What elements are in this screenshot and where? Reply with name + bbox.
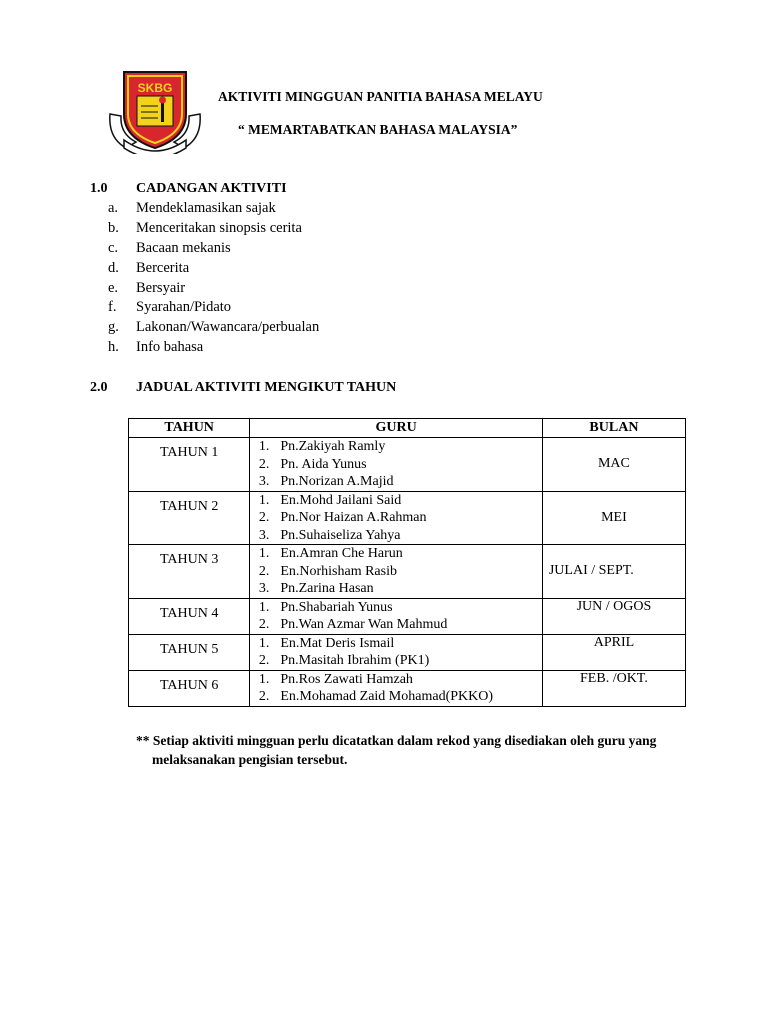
guru-item: 3. Pn.Norizan A.Majid [258, 474, 394, 489]
footnote [136, 731, 656, 769]
list-item [108, 337, 319, 357]
table-row [129, 598, 686, 634]
guru-item: 2. Pn.Masitah Ibrahim (PK1) [258, 653, 430, 668]
list-item-letter: d. [108, 259, 119, 276]
document-title: AKTIVITI MINGGUAN PANITIA BAHASA MELAYU [218, 89, 543, 104]
schedule-table [128, 418, 686, 707]
table-header-row [129, 419, 686, 438]
cell-tahun: TAHUN 4 [129, 598, 250, 634]
list-item-text: Bercerita [136, 259, 190, 276]
cell-tahun: TAHUN 3 [129, 545, 250, 599]
guru-item: 1. En.Mat Deris Ismail [258, 635, 395, 651]
cell-guru [250, 491, 543, 545]
footnote-line-1: ** Setiap aktiviti mingguan perlu dicatatkan dalam rekod yang disediakan oleh guru yang [136, 733, 657, 748]
cell-guru [250, 438, 543, 492]
activity-list [108, 198, 319, 357]
cell-bulan: APRIL [542, 634, 685, 670]
table-row [129, 491, 686, 545]
guru-item: 1. Pn.Ros Zawati Hamzah [258, 671, 413, 687]
guru-item: 1. En.Mohd Jailani Said [258, 492, 402, 508]
guru-item: 2. Pn.Wan Azmar Wan Mahmud [258, 617, 448, 632]
section-2-number: 2.0 [90, 380, 108, 395]
cell-tahun: TAHUN 5 [129, 634, 250, 670]
list-item-letter: b. [108, 219, 119, 236]
list-item [108, 317, 319, 337]
list-item-letter: g. [108, 319, 119, 336]
cell-guru [250, 598, 543, 634]
cell-guru [250, 545, 543, 599]
guru-item: 3. Pn.Suhaiseliza Yahya [258, 527, 401, 543]
list-item-letter: a. [108, 200, 119, 216]
list-item-text: Info bahasa [136, 339, 204, 356]
cell-bulan: JULAI / SEPT. [542, 545, 685, 599]
list-item-text: Mendeklamasikan sajak [136, 200, 276, 216]
guru-item: 1. En.Amran Che Harun [258, 546, 403, 561]
list-item-letter: f. [108, 299, 117, 316]
list-item [108, 218, 319, 238]
cell-bulan: MEI [542, 491, 685, 545]
column-header-bulan: BULAN [542, 419, 685, 438]
list-item [108, 297, 319, 317]
list-item-letter: h. [108, 339, 119, 356]
document-subtitle: “ MEMARTABATKAN BAHASA MALAYSIA” [238, 122, 518, 137]
cell-bulan: MAC [542, 438, 685, 492]
cell-bulan: FEB. /OKT. [542, 670, 685, 706]
column-header-tahun: TAHUN [129, 419, 250, 438]
table-row [129, 634, 686, 670]
crest-top-text: SKBG [137, 81, 173, 95]
list-item-text: Bacaan mekanis [136, 239, 231, 256]
section-1-title: CADANGAN AKTIVITI [136, 181, 287, 196]
list-item-letter: e. [108, 279, 119, 296]
list-item [108, 238, 319, 258]
list-item-text: Menceritakan sinopsis cerita [136, 219, 302, 236]
list-item [108, 198, 319, 218]
cell-guru [250, 634, 543, 670]
cell-guru [250, 670, 543, 706]
guru-item: 1. Pn.Zakiyah Ramly [258, 439, 386, 454]
table-row [129, 545, 686, 599]
school-crest-logo [106, 68, 204, 154]
table-row [129, 438, 686, 492]
guru-item: 2. Pn.Nor Haizan A.Rahman [258, 510, 427, 525]
section-2-title: JADUAL AKTIVITI MENGIKUT TAHUN [136, 380, 397, 395]
guru-item: 3. Pn.Zarina Hasan [258, 581, 374, 596]
list-item-text: Lakonan/Wawancara/perbualan [136, 319, 320, 336]
cell-tahun: TAHUN 6 [129, 670, 250, 706]
list-item-text: Syarahan/Pidato [136, 299, 232, 316]
table-row [129, 670, 686, 706]
list-item [108, 278, 319, 298]
guru-item: 2. En.Mohamad Zaid Mohamad(PKKO) [258, 689, 494, 704]
guru-item: 1. Pn.Shabariah Yunus [258, 599, 393, 615]
footnote-line-2: melaksanakan pengisian tersebut. [152, 752, 348, 767]
cell-bulan: JUN / OGOS [542, 598, 685, 634]
list-item-text: Bersyair [136, 279, 186, 296]
list-item [108, 258, 319, 278]
cell-tahun: TAHUN 2 [129, 491, 250, 545]
column-header-guru: GURU [250, 419, 543, 438]
guru-item: 2. En.Norhisham Rasib [258, 563, 397, 579]
guru-item: 2. Pn. Aida Yunus [258, 456, 367, 472]
cell-tahun: TAHUN 1 [129, 438, 250, 492]
section-1-number: 1.0 [90, 181, 108, 196]
list-item-letter: c. [108, 239, 119, 256]
